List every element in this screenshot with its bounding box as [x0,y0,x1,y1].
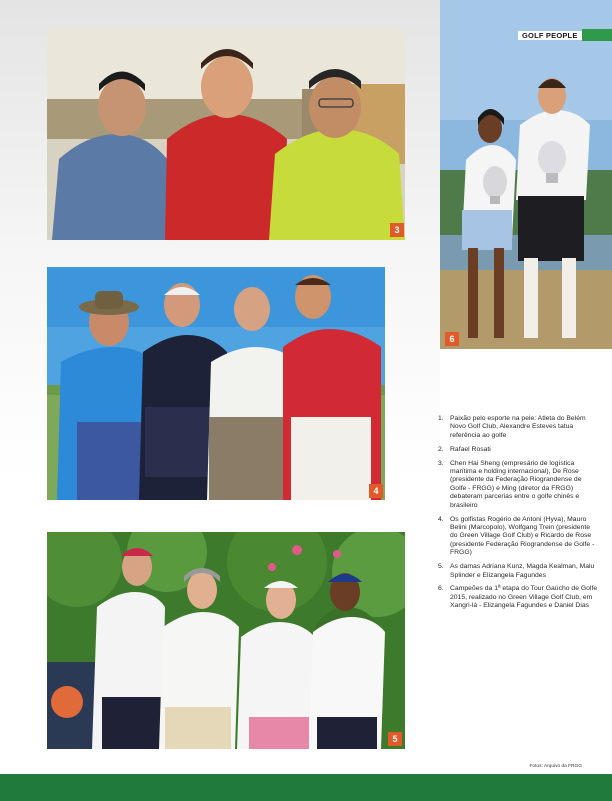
caption-text: Chen Hai Sheng (empresário de logística marítima e holding internacional), De Rose (presidente da Federação Riograndense de Golfe - FRGG) e Ming (diretor da FRGG) debateram parcerias entre o golfe chinês e brasileiro [450,459,582,509]
caption-text: Paixão pelo esporte na pele: Atleta do Belém Novo Golf Club, Alexandre Esteves tatua referência ao golfe [450,415,586,439]
photo-number-badge: 5 [388,732,402,746]
caption-number: 5. [438,563,444,571]
caption-item [438,516,598,558]
caption-item [438,460,598,510]
photo-three-men-image [47,29,405,240]
caption-number: 3. [438,459,444,467]
photo-champions [440,0,612,349]
caption-text: As damas Adriana Kunz, Magda Kealman, Malu Splinder e Elizangela Fagundes [450,563,595,579]
caption-item [438,585,598,610]
caption-number: 1. [438,415,444,422]
caption-number: 4. [438,515,444,523]
caption-number: 2. [438,445,444,453]
photo-four-women-image [47,532,405,749]
photo-four-golfers-image [47,267,385,500]
photo-number-badge: 3 [390,223,404,237]
caption-item [438,563,598,580]
section-label: GOLF PEOPLE [518,31,582,40]
caption-number: 6. [438,585,444,593]
photo-captions [438,415,598,616]
photo-four-women [47,532,405,749]
photo-number-badge: 4 [369,484,383,498]
photo-four-golfers [47,267,385,500]
photo-credit: Fotos: Arquivo da FRGG [529,764,582,769]
photo-number-badge: 6 [445,332,459,346]
section-tag [518,29,612,41]
photo-three-men [47,29,405,240]
caption-item [438,446,598,454]
caption-text: Os golfistas Rogério de Antoni (Hyva), Mauro Belini (Marcopolo), Wolfgang Trein (presidente do Green Village Golf Club) e Ricardo de Rose (presidente Federação Riograndense de Golfe - FRGG) [450,515,595,557]
caption-text: Rafael Rosati [450,445,491,453]
footer-bar [0,774,612,801]
caption-text: Campeões da 1ª etapa do Tour Gaúcho de Golfe 2015, realizado no Green Village Golf Club, em Xangri-lá - Elizangela Fagundes e Daniel Dias [450,585,598,610]
photo-champions-image [440,0,612,349]
section-accent-bar [582,29,612,41]
caption-item [438,415,598,440]
